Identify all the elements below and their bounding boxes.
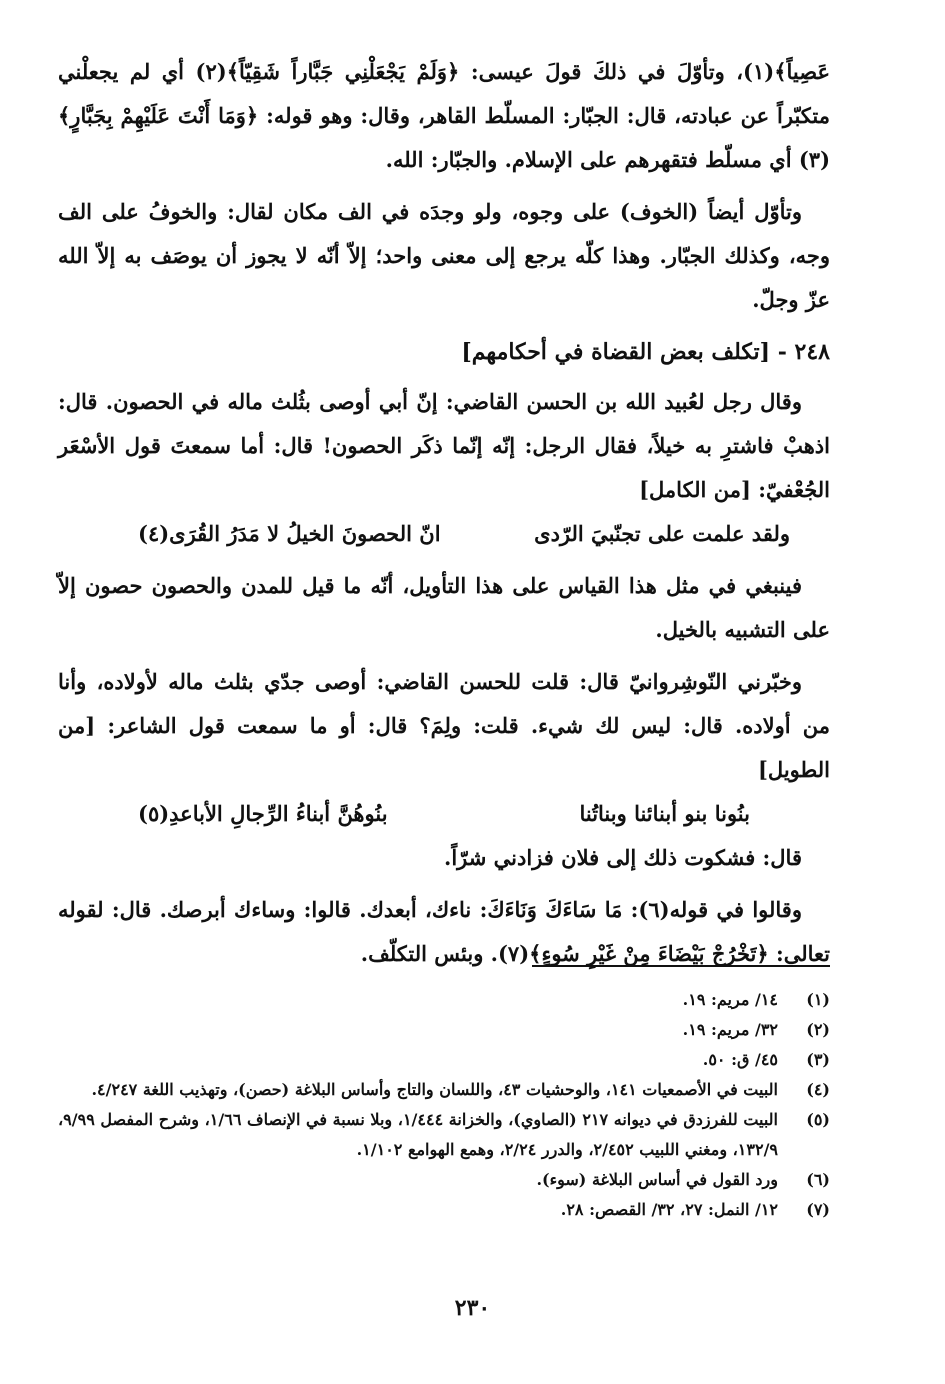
footnote bbox=[58, 1075, 830, 1105]
verse-1-second-hemistich: انّ الحصونَ الخيلُ لا مَدَرُ القُرَى(٤) bbox=[138, 521, 441, 546]
footnote-divider bbox=[532, 965, 830, 967]
verse-1 bbox=[58, 512, 830, 556]
footnote-text: البيت في الأصمعيات ١٤١، والوحشيات ٤٣، واللسان والتاج وأساس البلاغة (حصن)، وتهذيب اللغة ٤/٢٤٧. bbox=[91, 1080, 778, 1099]
paragraph-7: وقالوا في قوله(٦): مَا سَاءَكَ وَنَاءَكَ: ناءك، أبعدك. قالوا: وساءك أبرصك. قال: لقوله تعالى: ﴿تَخْرُجْ بَيْضَاءَ مِنْ غَيْرِ سُوءٍ﴾(٧). وبئس التكلّف. bbox=[58, 897, 830, 966]
verse-2-first-hemistich: بنُونا بنو أبنائنا وبناتُنا bbox=[579, 801, 750, 826]
footnote bbox=[58, 1105, 830, 1165]
section-heading: ٢٤٨ - [تكلف بعض القضاة في أحكامهم] bbox=[461, 339, 830, 365]
footnote-number: (٧) bbox=[806, 1200, 830, 1219]
footnote-text: ٤٥/ ق: ٥٠. bbox=[702, 1050, 778, 1069]
footnotes bbox=[58, 985, 830, 1225]
verse-1-first-hemistich: ولقد علمت على تجنّبيَ الرّدى bbox=[534, 521, 790, 546]
verse-2-second-hemistich: بنُوهُنَّ أبناءُ الرِّجالِ الأباعدِ(٥) bbox=[138, 801, 388, 826]
footnote-text: ورد القول في أساس البلاغة (سوء). bbox=[536, 1170, 778, 1189]
footnote-text: ١٤/ مريم: ١٩. bbox=[682, 990, 778, 1009]
verse-2 bbox=[58, 792, 830, 836]
footnote-number: (٣) bbox=[806, 1050, 830, 1069]
footnote-number: (٦) bbox=[806, 1170, 830, 1189]
footnote bbox=[58, 1165, 830, 1195]
paragraph-1: عَصِياً﴾(١)، وتأوّلَ في ذلكَ قولَ عيسى: ﴿وَلَمْ يَجْعَلْنِي جَبَّاراً شَقِيّاً﴾(٢) أي لم يجعلْني متكبّراً عن عبادته، قال: الجبّار: المسلّط القاهر، وقال: وهو قوله: ﴿وَمَا أَنْتَ عَلَيْهِمْ بِجَبَّارٍ﴾(٣) أي مسلّط فتقهرهم على الإسلام. والجبّار: الله. bbox=[58, 59, 830, 172]
footnote-number: (٥) bbox=[806, 1110, 830, 1129]
footnote bbox=[58, 985, 830, 1015]
paragraph-5: وخبّرني النّوشِروانيّ قال: قلت للحسن القاضي: أوصى جدّي بثلث ماله لأولاده، وأنا من أولاده. قال: ليس لك شيء. قلت: ولِمَ؟ قال: أو ما سمعت قول الشاعر: [من الطويل] bbox=[58, 669, 830, 782]
footnote-text: ١٢/ النمل: ٢٧، ٣٢/ القصص: ٢٨. bbox=[560, 1200, 778, 1219]
footnote-number: (١) bbox=[806, 990, 830, 1009]
footnote-number: (٢) bbox=[806, 1020, 830, 1039]
footnote bbox=[58, 1045, 830, 1075]
footnote-text: البيت للفرزدق في ديوانه ٢١٧ (الصاوي)، والخزانة ١/٤٤٤، وبلا نسبة في الإنصاف ١/٦٦، وشرح المفصل ٩/٩٩، ١٣٢/٩، ومغني اللبيب ٢/٤٥٢، والدرر ٢/٢٤، وهمع الهوامع ١/١٠٢. bbox=[58, 1110, 779, 1159]
footnote-text: ٣٢/ مريم: ١٩. bbox=[682, 1020, 778, 1039]
paragraph-3: وقال رجل لعُبيد الله بن الحسن القاضي: إنّ أبي أوصى بثُلث ماله في الحصون. قال: اذهبْ فاشترِ به خيلاً، فقال الرجل: إنّه إنّما ذكَر الحصون! قال: أما سمعتَ قول الأسْعَر الجُعْفيّ: [من الكامل] bbox=[58, 389, 830, 502]
page-number: ٢٣٠ bbox=[454, 1295, 491, 1321]
paragraph-4: فينبغي في مثل هذا القياس على هذا التأويل، أنّه ما قيل للمدن والحصون حصون إلاّ على التشبيه بالخيل. bbox=[58, 573, 830, 642]
footnote bbox=[58, 1195, 830, 1225]
paragraph-2: وتأوّل أيضاً (الخوف) على وجوه، ولو وجدَه في الف مكان لقال: والخوفُ على الف وجه، وكذلك الجبّار. وهذا كلّه يرجع إلى معنى واحد؛ إلاّ أنّه لا يجوز أن يوصَف به إلاّ الله عزّ وجلّ. bbox=[58, 199, 830, 312]
page-body bbox=[58, 50, 830, 976]
footnote bbox=[58, 1015, 830, 1045]
paragraph-6: قال: فشكوت ذلك إلى فلان فزادني شرّاً. bbox=[444, 845, 802, 870]
footnote-number: (٤) bbox=[806, 1080, 830, 1099]
